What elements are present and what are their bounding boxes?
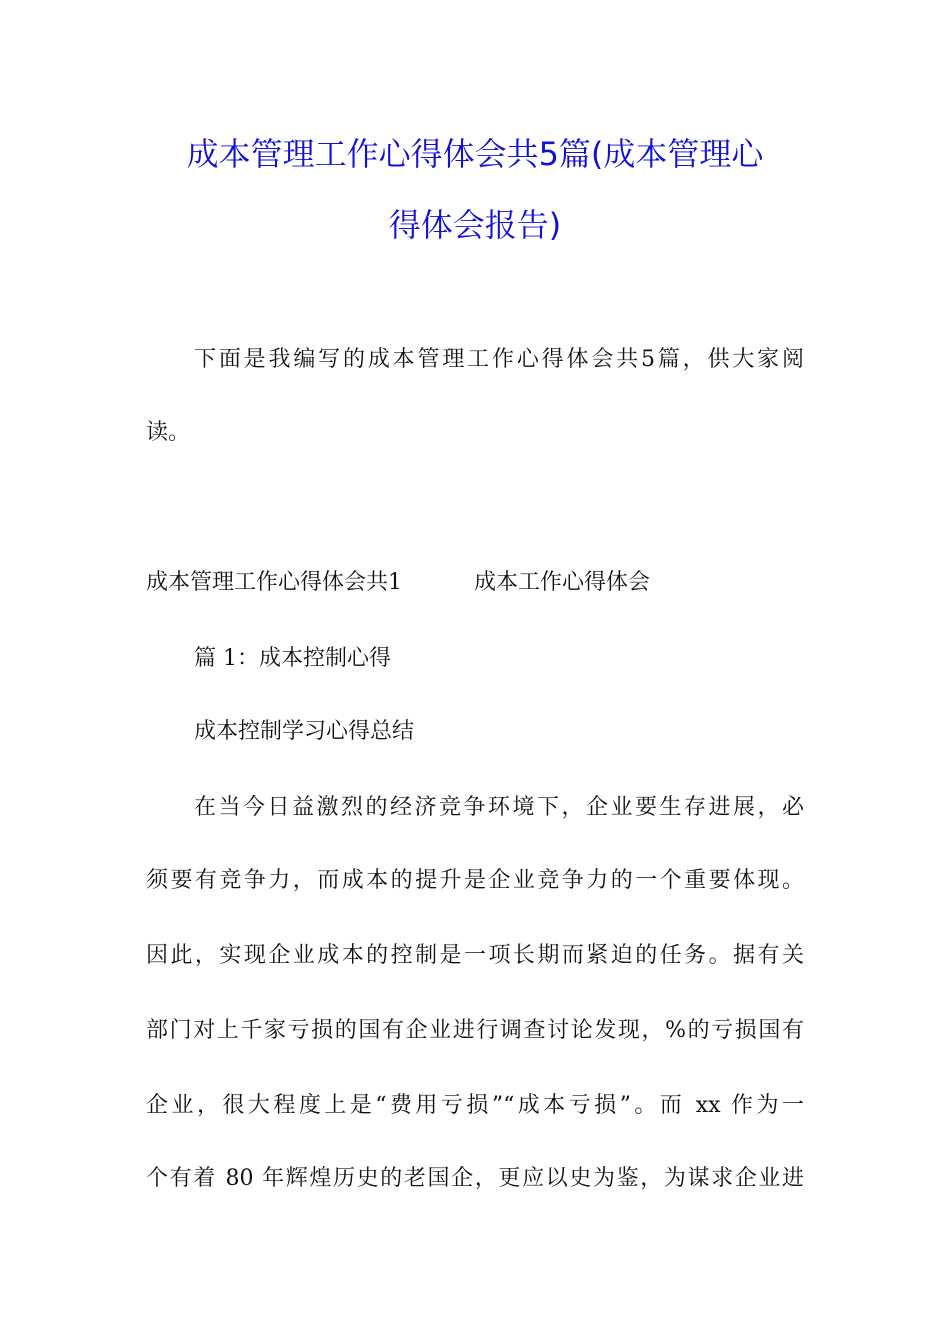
subheading-chapter-1: 篇 1：成本控制心得	[194, 646, 391, 671]
document-title-line-1: 成本管理工作心得体会共5篇(成本管理心	[186, 135, 764, 173]
subheading-summary: 成本控制学习心得总结	[194, 719, 415, 744]
intro-paragraph-line-1: 下面是我编写的成本管理工作心得体会共5篇，供大家阅	[194, 347, 804, 372]
body-paragraph-line: 企业，很大程度上是“费用亏损”“成本亏损”。而 xx 作为一	[146, 1093, 804, 1118]
intro-paragraph-line-2: 读。	[146, 420, 191, 445]
section-heading-right: 成本工作心得体会	[474, 570, 651, 595]
body-paragraph-line: 个有着 80 年辉煌历史的老国企，更应以史为鉴，为谋求企业进	[146, 1166, 804, 1191]
body-paragraph-line: 部门对上千家亏损的国有企业进行调查讨论发现，%的亏损国有	[146, 1018, 804, 1043]
document-title-line-2: 得体会报告)	[388, 206, 562, 244]
body-paragraph-line: 须要有竞争力，而成本的提升是企业竞争力的一个重要体现。	[146, 868, 804, 893]
body-paragraph-line: 在当今日益激烈的经济竞争环境下，企业要生存进展，必	[194, 795, 804, 820]
section-heading-left: 成本管理工作心得体会共1	[146, 570, 402, 595]
body-paragraph-line: 因此，实现企业成本的控制是一项长期而紧迫的任务。据有关	[146, 943, 804, 968]
